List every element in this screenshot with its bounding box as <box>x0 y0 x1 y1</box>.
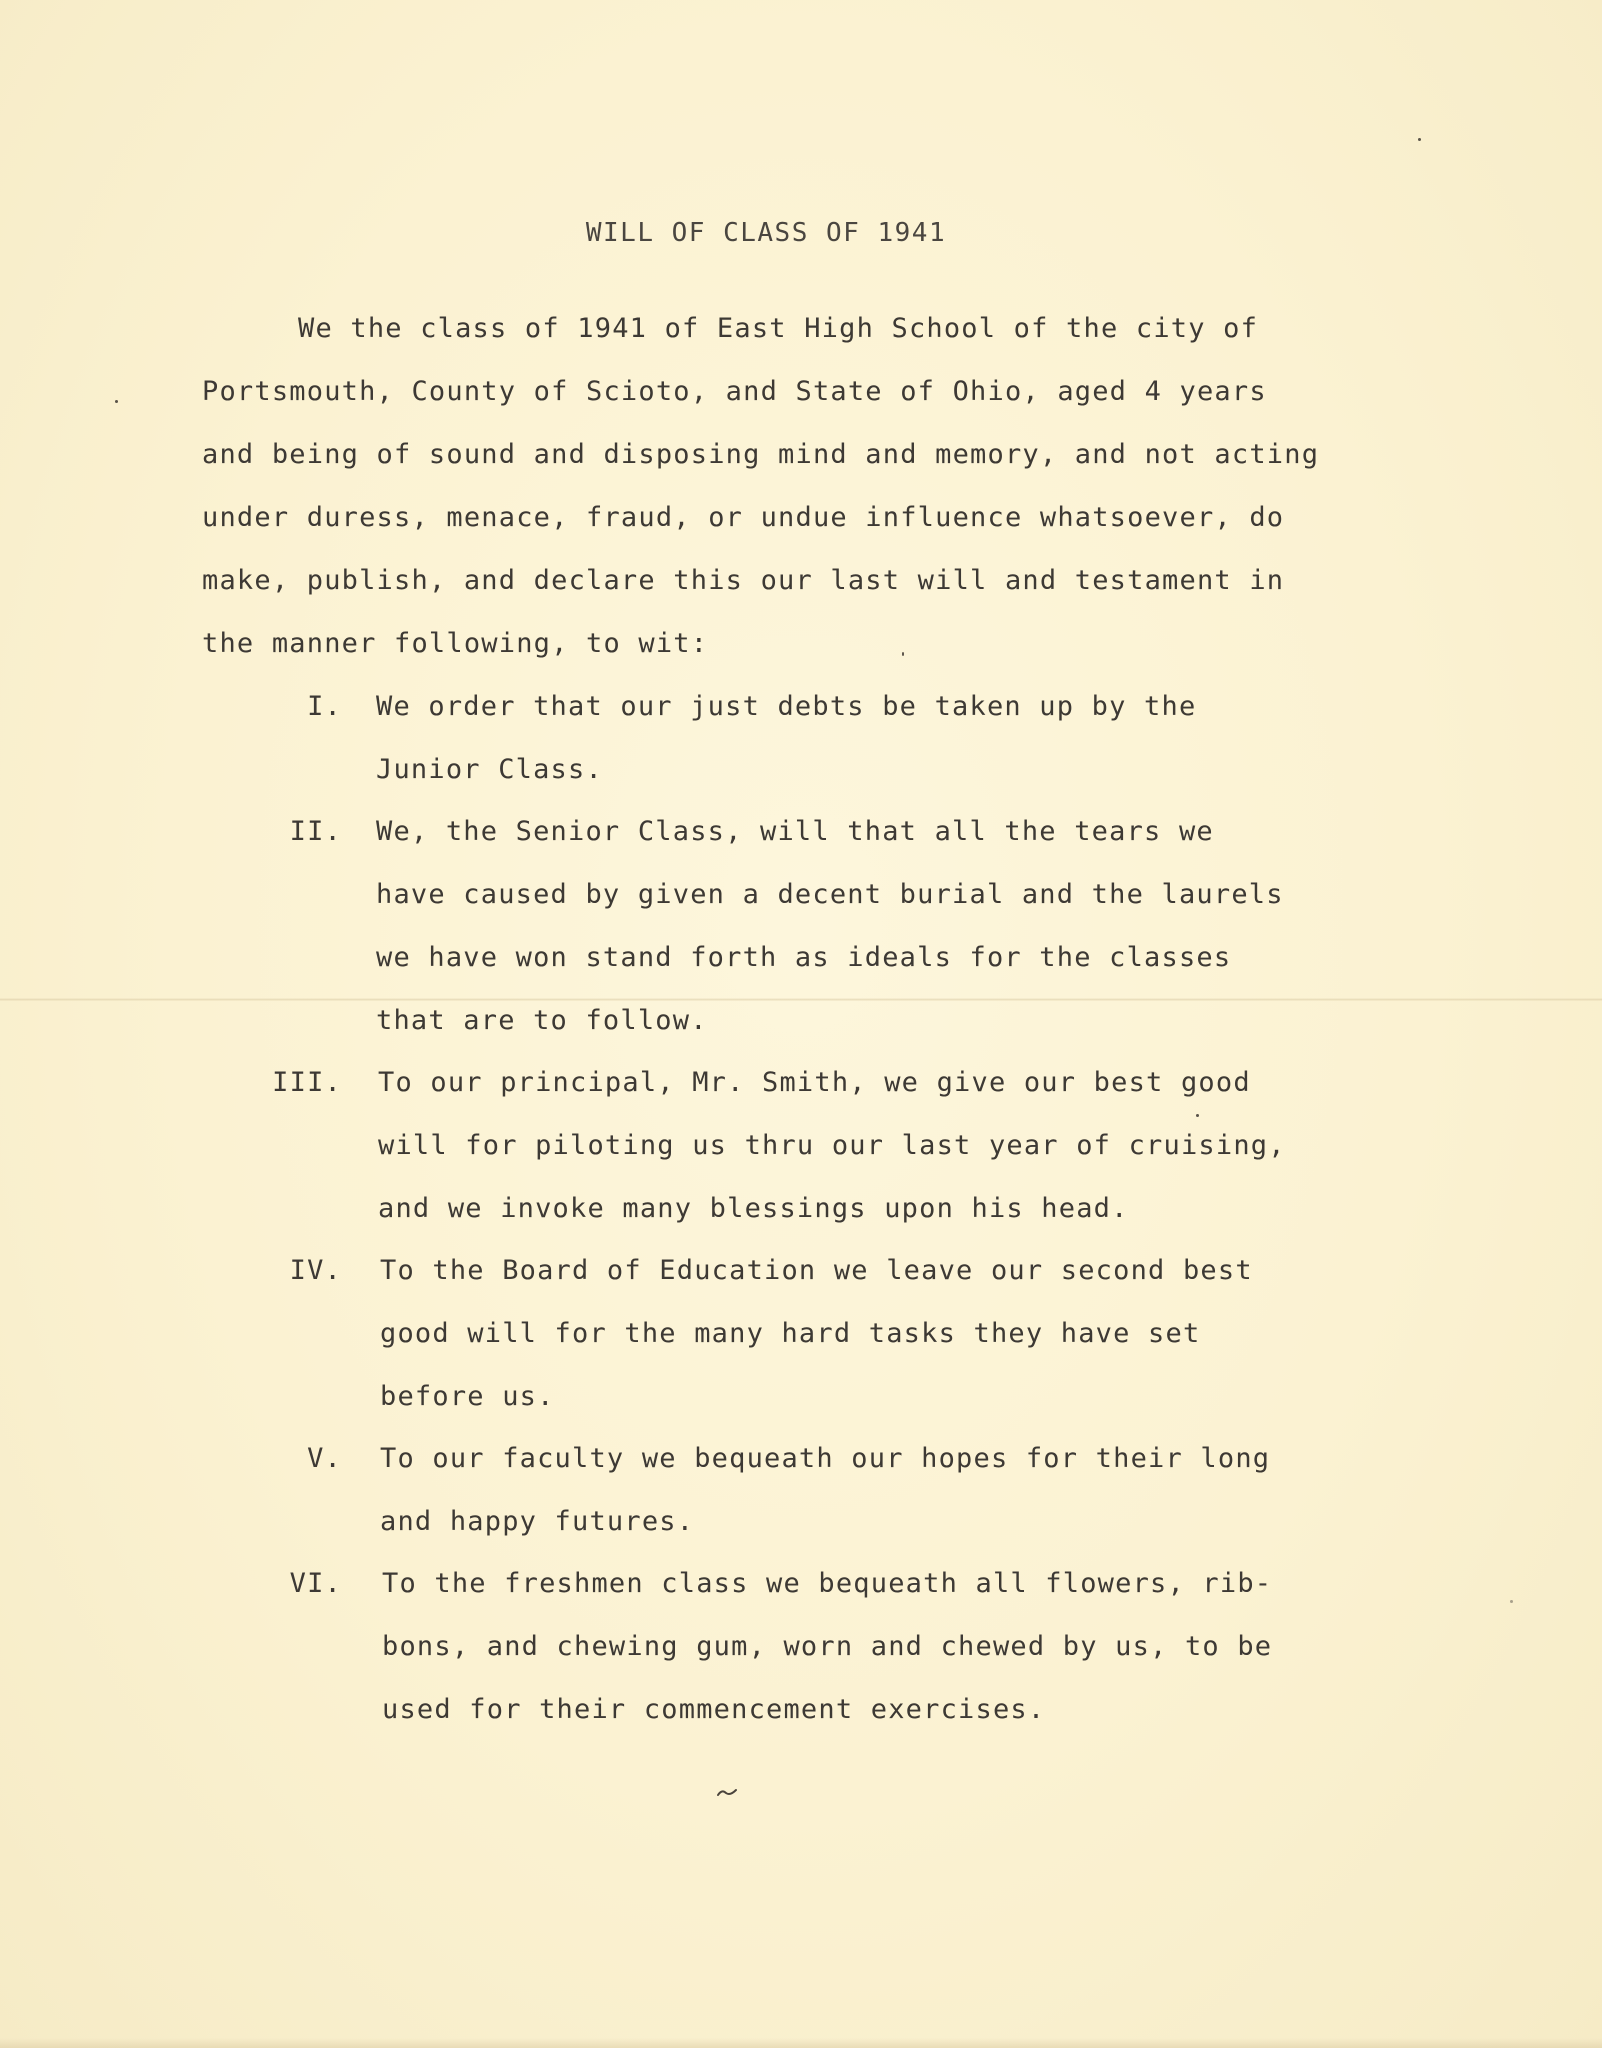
paper-speck <box>1196 1114 1199 1117</box>
article-numeral: IV. <box>289 1255 342 1286</box>
article-line: used for their commencement exercises. <box>382 1694 1046 1725</box>
paper-speck <box>115 400 118 403</box>
article-line: To the Board of Education we leave our second best <box>380 1255 1253 1286</box>
article-line: bons, and chewing gum, worn and chewed by us, to be <box>382 1631 1273 1662</box>
preamble-line: make, publish, and declare this our last will and testament in <box>202 565 1285 596</box>
article-line: To our faculty we bequeath our hopes for their long <box>380 1443 1271 1474</box>
paper-fold-crease <box>0 998 1602 1001</box>
paper-speck <box>1510 1600 1513 1603</box>
ink-mark-icon <box>716 1786 738 1798</box>
article-line: that are to follow. <box>376 1005 708 1036</box>
article-line: have caused by given a decent burial and the laurels <box>376 879 1284 910</box>
paper-bottom-edge <box>0 2038 1602 2048</box>
article-line: good will for the many hard tasks they have set <box>380 1318 1201 1349</box>
preamble-line: Portsmouth, County of Scioto, and State of Ohio, aged 4 years <box>202 376 1267 407</box>
preamble-line: We the class of 1941 of East High School of the city of <box>298 313 1259 344</box>
paper-speck <box>902 652 904 656</box>
article-line: To the freshmen class we bequeath all flowers, rib- <box>382 1568 1273 1599</box>
article-numeral: I. <box>307 691 342 722</box>
article-numeral: III. <box>272 1067 342 1098</box>
article-line: We, the Senior Class, will that all the tears we <box>376 816 1214 847</box>
article-numeral: VI. <box>289 1568 342 1599</box>
article-line: We order that our just debts be taken up by the <box>376 691 1197 722</box>
document-title: WILL OF CLASS OF 1941 <box>585 218 947 248</box>
preamble-line: and being of sound and disposing mind and memory, and not acting <box>202 439 1320 470</box>
preamble-line: the manner following, to wit: <box>202 628 709 659</box>
paper-speck <box>1418 138 1421 141</box>
article-line: and we invoke many blessings upon his head. <box>378 1193 1129 1224</box>
article-numeral: II. <box>289 816 342 847</box>
article-line: Junior Class. <box>376 754 603 785</box>
article-line: To our principal, Mr. Smith, we give our best good <box>378 1067 1251 1098</box>
preamble-line: under duress, menace, fraud, or undue influence whatsoever, do <box>202 502 1285 533</box>
article-line: and happy futures. <box>380 1506 695 1537</box>
article-numeral: V. <box>307 1443 342 1474</box>
article-line: before us. <box>380 1381 555 1412</box>
article-line: we have won stand forth as ideals for the classes <box>376 942 1232 973</box>
article-line: will for piloting us thru our last year of cruising, <box>378 1130 1286 1161</box>
